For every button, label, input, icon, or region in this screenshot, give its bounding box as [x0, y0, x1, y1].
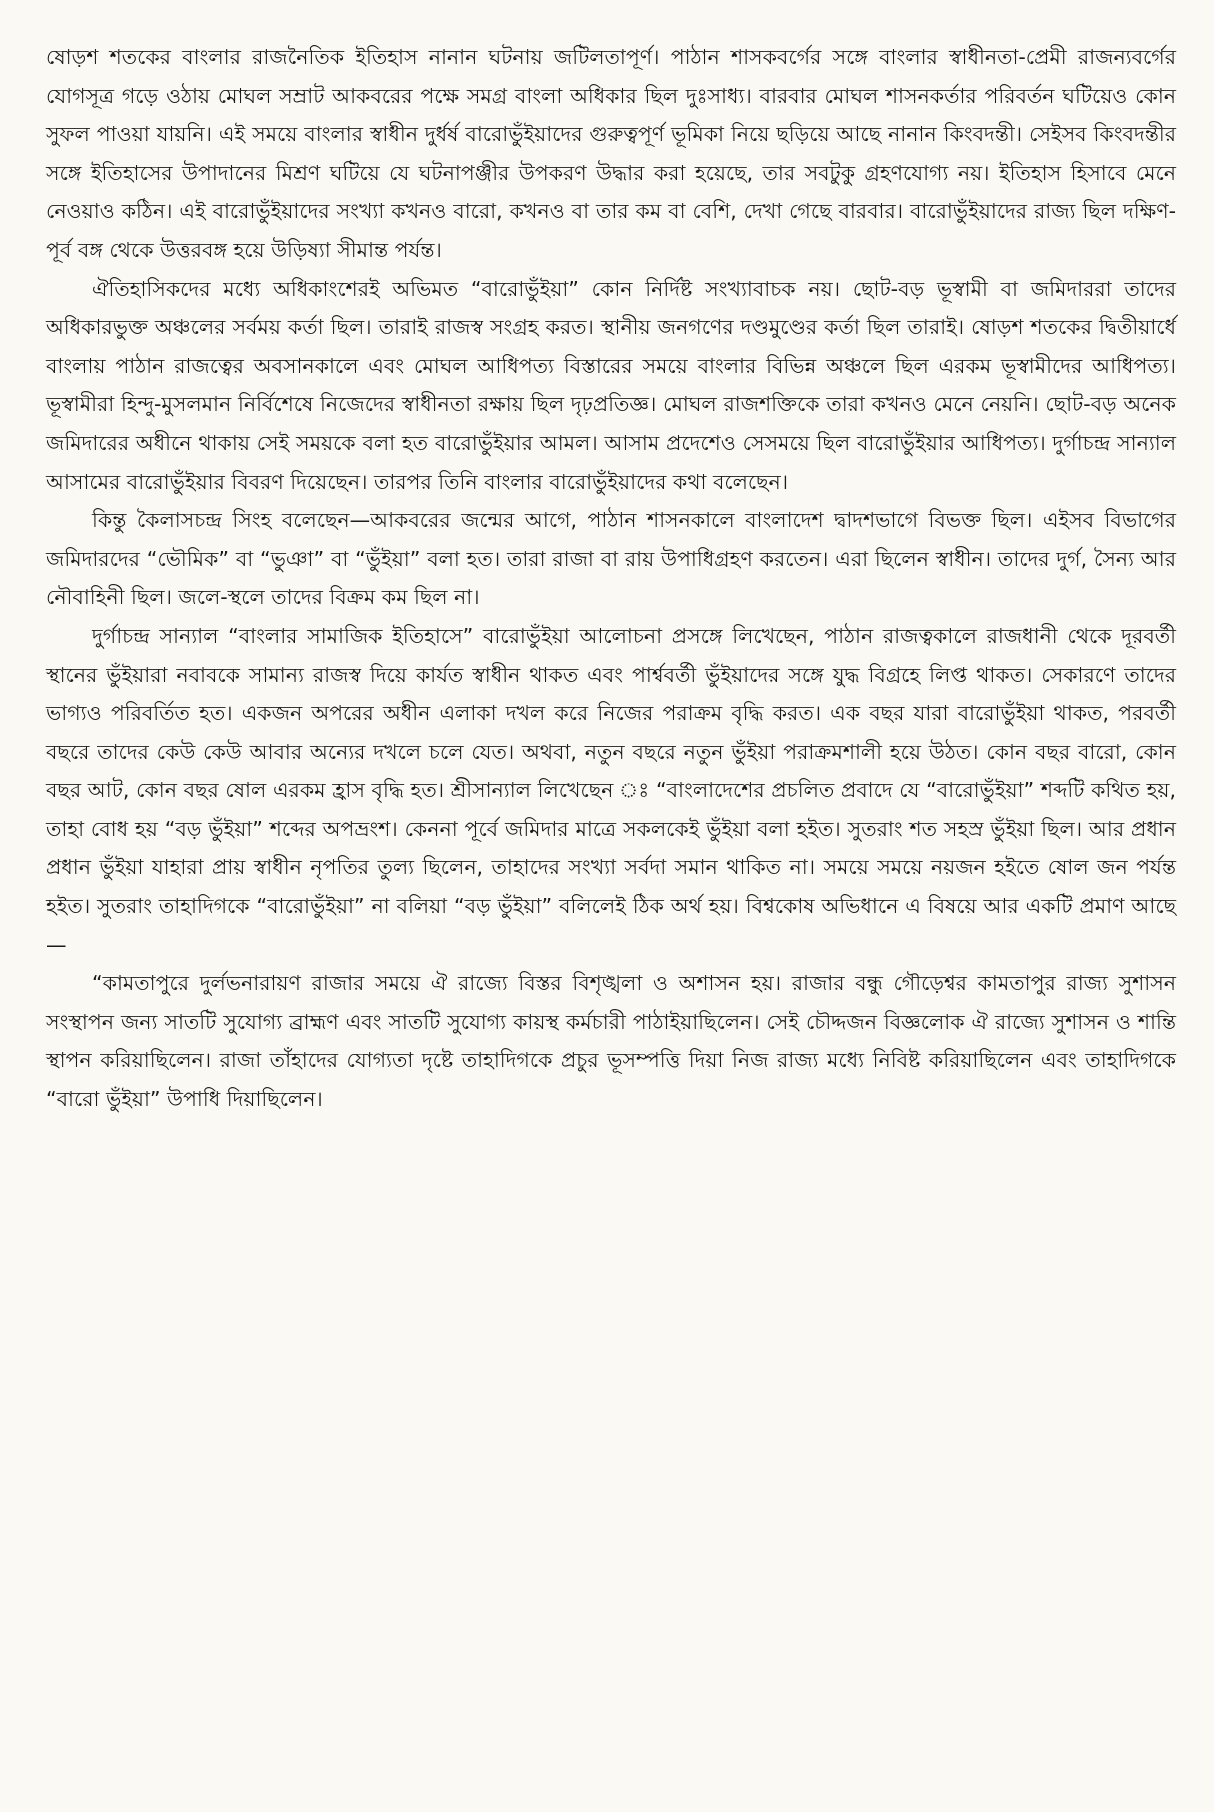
paragraph-5: “কামতাপুরে দুর্লভনারায়ণ রাজার সময়ে ঐ রাজ্যে বিস্তর বিশৃঙ্খলা ও অশাসন হয়। রাজার বন্ধু গৌড়েশ্বর কামতাপুর রাজ্য সুশাসন সংস্থাপন জন্য সাতটি সুযোগ্য ব্রাহ্মণ এবং সাতটি সুযোগ্য কায়স্থ কর্মচারী পাঠাইয়াছিলেন। সেই চৌদ্দজন বিজ্ঞলোক ঐ রাজ্যে সুশাসন ও শান্তি স্থাপন করিয়াছিলেন। রাজা তাঁহাদের যোগ্যতা দৃষ্টে তাহাদিগকে প্রচুর ভূসম্পত্তি দিয়া নিজ রাজ্য মধ্যে নিবিষ্ট করিয়াছিলেন এবং তাহাদিগকে “বারো ভুঁইয়া” উপাধি দিয়াছিলেন। [46, 971, 1176, 1112]
paragraph-1: ষোড়শ শতকের বাংলার রাজনৈতিক ইতিহাস নানান ঘটনায় জটিলতাপূর্ণ। পাঠান শাসকবর্গের সঙ্গে বাংলার স্বাধীনতা-প্রেমী রাজন্যবর্গের যোগসূত্র গড়ে ওঠায় মোঘল সম্রাট আকবরের পক্ষে সমগ্র বাংলা অধিকার ছিল দুঃসাধ্য। বারবার মোঘল শাসনকর্তার পরিবর্তন ঘটিয়েও কোন সুফল পাওয়া যায়নি। এই সময়ে বাংলার স্বাধীন দুর্ধর্ষ বারোভুঁইয়াদের গুরুত্বপূর্ণ ভূমিকা নিয়ে ছড়িয়ে আছে নানান কিংবদন্তী। সেইসব কিংবদন্তীর সঙ্গে ইতিহাসের উপাদানের মিশ্রণ ঘটিয়ে যে ঘটনাপঞ্জীর উপকরণ উদ্ধার করা হয়েছে, তার সবটুকু গ্রহণযোগ্য নয়। ইতিহাস হিসাবে মেনে নেওয়াও কঠিন। এই বারোভুঁইয়াদের সংখ্যা কখনও বারো, কখনও বা তার কম বা বেশি, দেখা গেছে বারবার। বারোভুঁইয়াদের রাজ্য ছিল দক্ষিণ-পূর্ব বঙ্গ থেকে উত্তরবঙ্গ হয়ে উড়িষ্যা সীমান্ত পর্যন্ত। [46, 45, 1176, 262]
paragraph-4: দুর্গাচন্দ্র সান্যাল “বাংলার সামাজিক ইতিহাসে” বারোভুঁইয়া আলোচনা প্রসঙ্গে লিখেছেন, পাঠান রাজত্বকালে রাজধানী থেকে দূরবর্তী স্থানের ভুঁইয়ারা নবাবকে সামান্য রাজস্ব দিয়ে কার্যত স্বাধীন থাকত এবং পার্শ্ববর্তী ভুঁইয়াদের সঙ্গে যুদ্ধ বিগ্রহে লিপ্ত থাকত। সেকারণে তাদের ভাগ্যও পরিবর্তিত হত। একজন অপরের অধীন এলাকা দখল করে নিজের পরাক্রম বৃদ্ধি করত। এক বছর যারা বারোভুঁইয়া থাকত, পরবর্তী বছরে তাদের কেউ কেউ আবার অন্যের দখলে চলে যেত। অথবা, নতুন বছরে নতুন ভুঁইয়া পরাক্রমশালী হয়ে উঠত। কোন বছর বারো, কোন বছর আট, কোন বছর ষোল এরকম হ্রাস বৃদ্ধি হত। শ্রীসান্যাল লিখেছেন ঃ “বাংলাদেশের প্রচলিত প্রবাদে যে “বারোভুঁইয়া” শব্দটি কথিত হয়, তাহা বোধ হয় “বড় ভুঁইয়া” শব্দের অপভ্রংশ। কেননা পূর্বে জমিদার মাত্রে সকলকেই ভুঁইয়া বলা হইত। সুতরাং শত সহস্র ভুঁইয়া ছিল। আর প্রধান প্রধান ভুঁইয়া যাহারা প্রায় স্বাধীন নৃপতির তুল্য ছিলেন, তাহাদের সংখ্যা সর্বদা সমান থাকিত না। সময়ে সময়ে নয়জন হইতে ষোল জন পর্যন্ত হইত। সুতরাং তাহাদিগকে “বারোভুঁইয়া” না বলিয়া “বড় ভুঁইয়া” বলিলেই ঠিক অর্থ হয়। বিশ্বকোষ অভিধানে এ বিষয়ে আর একটি প্রমাণ আছে— [46, 623, 1176, 957]
paragraph-3: কিন্তু কৈলাসচন্দ্র সিংহ বলেছেন—আকবরের জন্মের আগে, পাঠান শাসনকালে বাংলাদেশ দ্বাদশভাগে বিভক্ত ছিল। এইসব বিভাগের জমিদারদের “ভৌমিক” বা “ভুঞা” বা “ভুঁইয়া” বলা হত। তারা রাজা বা রায় উপাধিগ্রহণ করতেন। এরা ছিলেন স্বাধীন। তাদের দুর্গ, সৈন্য আর নৌবাহিনী ছিল। জলে-স্থলে তাদের বিক্রম কম ছিল না। [46, 508, 1176, 610]
page-body [46, 38, 1176, 1119]
paragraph-2: ঐতিহাসিকদের মধ্যে অধিকাংশেরই অভিমত “বারোভুঁইয়া” কোন নির্দিষ্ট সংখ্যাবাচক নয়। ছোট-বড় ভূস্বামী বা জমিদাররা তাদের অধিকারভুক্ত অঞ্চলের সর্বময় কর্তা ছিল। তারাই রাজস্ব সংগ্রহ করত। স্থানীয় জনগণের দণ্ডমুণ্ডের কর্তা ছিল তারাই। ষোড়শ শতকের দ্বিতীয়ার্ধে বাংলায় পাঠান রাজত্বের অবসানকালে এবং মোঘল আধিপত্য বিস্তারের সময়ে বাংলার বিভিন্ন অঞ্চলে ছিল এরকম ভূস্বামীদের আধিপত্য। ভূস্বামীরা হিন্দু-মুসলমান নির্বিশেষে নিজেদের স্বাধীনতা রক্ষায় ছিল দৃঢ়প্রতিজ্ঞ। মোঘল রাজশক্তিকে তারা কখনও মেনে নেয়নি। ছোট-বড় অনেক জমিদারের অধীনে থাকায় সেই সময়কে বলা হত বারোভুঁইয়ার আমল। আসাম প্রদেশেও সেসময়ে ছিল বারোভুঁইয়ার আধিপত্য। দুর্গাচন্দ্র সান্যাল আসামের বারোভুঁইয়ার বিবরণ দিয়েছেন। তারপর তিনি বাংলার বারোভুঁইয়াদের কথা বলেছেন। [46, 276, 1176, 494]
